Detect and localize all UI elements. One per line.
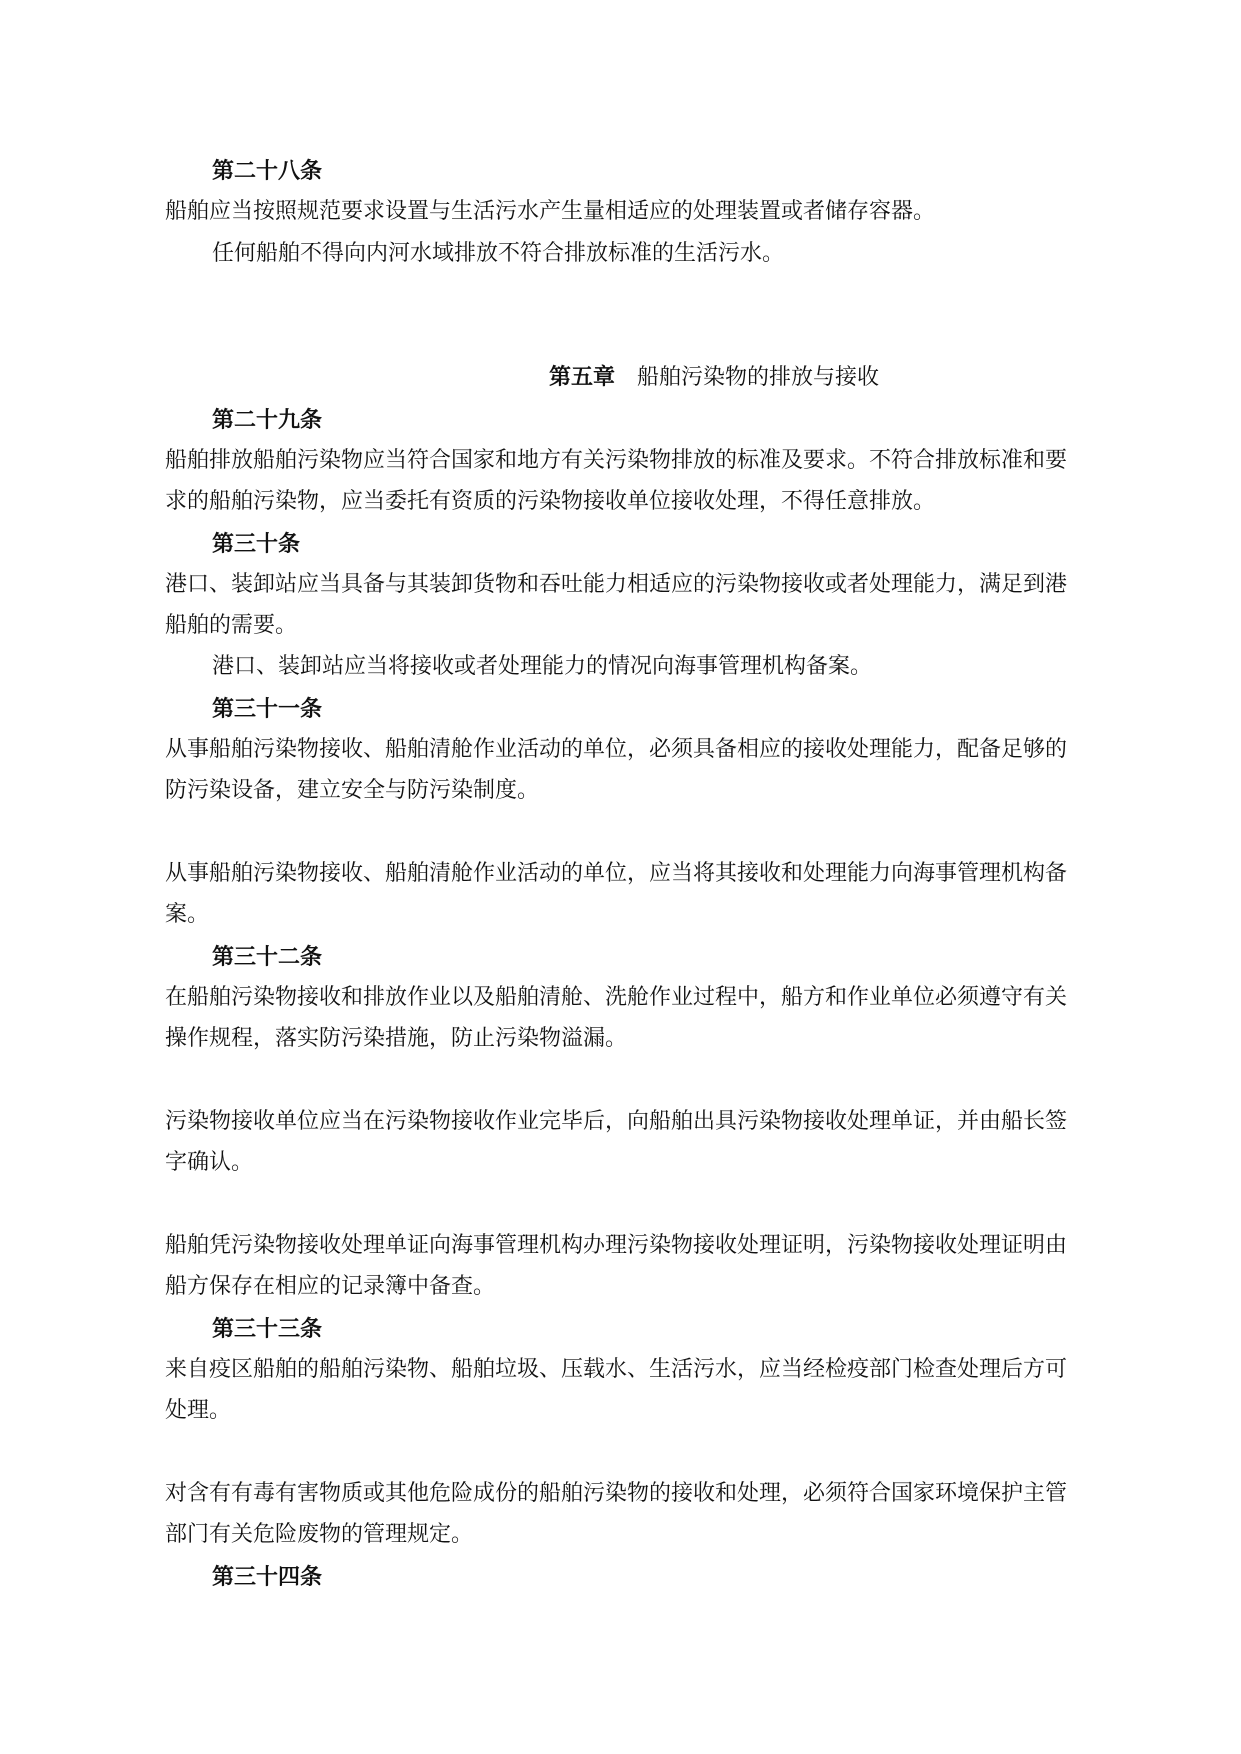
article-32-line-4: 字确认。 [165,1150,254,1175]
chapter-number: 第五章 [549,364,616,390]
article-28-line-2: 任何船舶不得向内河水域排放不符合排放标准的生活污水。 [212,241,785,266]
article-32-line-3: 污染物接收单位应当在污染物接收作业完毕后，向船舶出具污染物接收处理单证，并由船长签 [165,1109,1068,1134]
article-32-line-1: 在船舶污染物接收和排放作业以及船舶清舱、洗舱作业过程中，船方和作业单位必须遵守有关 [165,985,1068,1010]
article-33-line-2: 处理。 [165,1398,232,1423]
article-28-heading: 第二十八条 [212,158,323,184]
article-31-line-3: 从事船舶污染物接收、船舶清舱作业活动的单位，应当将其接收和处理能力向海事管理机构备 [165,861,1068,886]
article-31-line-1: 从事船舶污染物接收、船舶清舱作业活动的单位，必须具备相应的接收处理能力，配备足够的 [165,737,1068,762]
article-30-heading: 第三十条 [212,531,301,557]
article-33-heading: 第三十三条 [212,1316,323,1342]
article-31-line-2: 防污染设备，建立安全与防污染制度。 [165,778,540,803]
article-33-line-1: 来自疫区船舶的船舶污染物、船舶垃圾、压载水、生活污水，应当经检疫部门检查处理后方可 [165,1357,1068,1382]
article-33-line-4: 部门有关危险废物的管理规定。 [165,1522,474,1547]
article-30-line-3: 港口、装卸站应当将接收或者处理能力的情况向海事管理机构备案。 [212,654,873,679]
article-31-heading: 第三十一条 [212,696,323,722]
article-29-line-2: 求的船舶污染物，应当委托有资质的污染物接收单位接收处理，不得任意排放。 [165,489,936,514]
article-31-line-4: 案。 [165,902,210,927]
article-29-heading: 第二十九条 [212,407,323,433]
chapter-title: 船舶污染物的排放与接收 [637,365,880,390]
article-34-heading: 第三十四条 [212,1564,323,1590]
article-32-heading: 第三十二条 [212,944,323,970]
article-28-line-1: 船舶应当按照规范要求设置与生活污水产生量相适应的处理装置或者储存容器。 [165,199,936,224]
article-29-line-1: 船舶排放船舶污染物应当符合国家和地方有关污染物排放的标准及要求。不符合排放标准和要 [165,448,1068,473]
article-32-line-6: 船方保存在相应的记录簿中备查。 [165,1274,496,1299]
article-33-line-3: 对含有有毒有害物质或其他危险成份的船舶污染物的接收和处理，必须符合国家环境保护主管 [165,1481,1068,1506]
chapter-heading [549,362,1241,393]
article-32-line-2: 操作规程，落实防污染措施，防止污染物溢漏。 [165,1026,628,1051]
article-32-line-5: 船舶凭污染物接收处理单证向海事管理机构办理污染物接收处理证明，污染物接收处理证明由 [165,1233,1068,1258]
article-30-line-1: 港口、装卸站应当具备与其装卸货物和吞吐能力相适应的污染物接收或者处理能力，满足到港 [165,572,1068,597]
article-30-line-2: 船舶的需要。 [165,613,298,638]
